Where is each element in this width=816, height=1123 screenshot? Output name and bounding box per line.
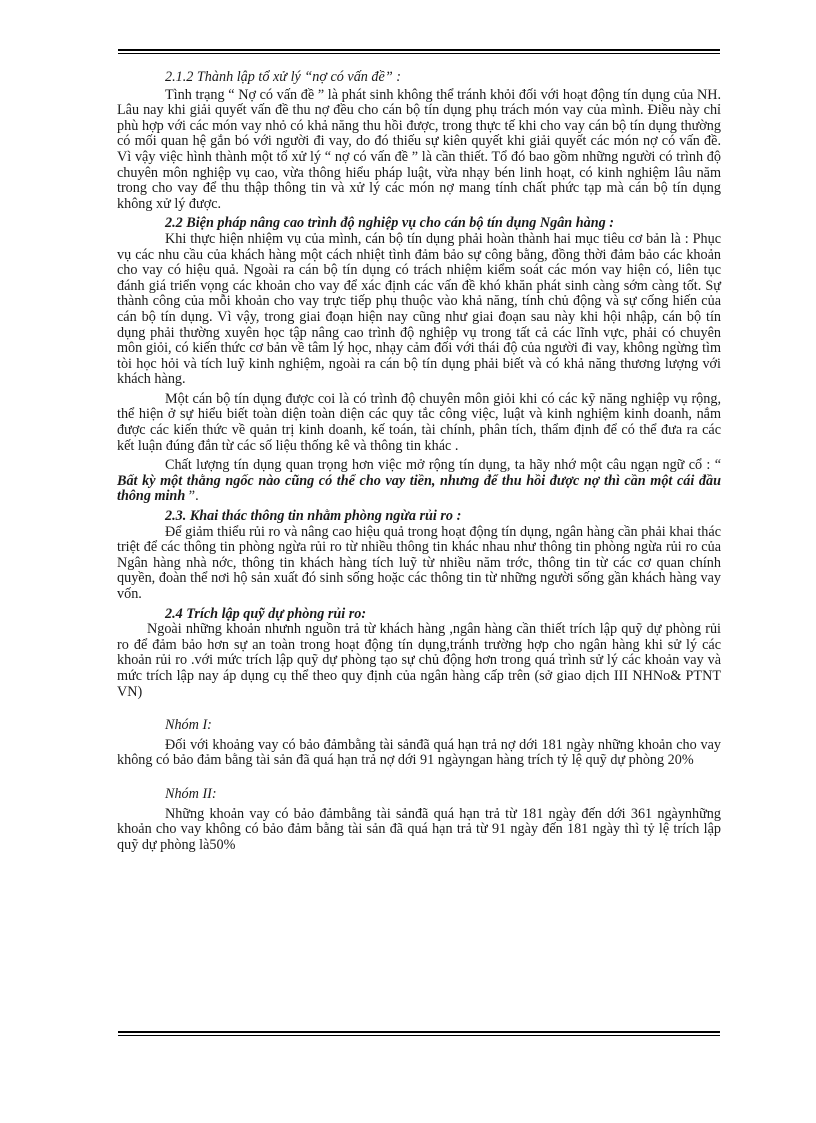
section-2-2-paragraph-3: [117, 458, 721, 505]
section-2-4-paragraph: Ngoài những khoản nhưnh nguồn trả từ khách hàng ,ngân hàng cần thiết trích lập quỹ dự phòng rủi ro để đảm bảo hơn sự an toàn trong hoạt động tín dụng,tránh trường hợp cho ngân hàng khi sử lý các khoản rủi ro .với mức trích lập quỹ dự phòng tạo sự chủ động hơn trong quá trình sử lý các khoản vay và mức trích lập nay áp dụng cụ thể theo quy định của ngân hàng cấp trên (sở giao dịch III NHNo& PTNT VN): [117, 621, 721, 700]
group-1-paragraph: Đối với khoảng vay có bảo đảmbằng tài sảnđã quá hạn trả nợ dới 181 ngày những khoản cho vay không có bảo đảm bằng tài sản đã quá hạn trả nợ dới 91 ngàyngan hàng trích tỷ lệ quỹ dự phòng 20%: [117, 736, 721, 769]
proverb-intro: Chất lượng tín dụng quan trọng hơn việc mở rộng tín dụng, ta hãy nhớ một câu ngạn ngữ cổ : “: [165, 457, 721, 474]
document-body: [117, 70, 721, 853]
proverb-close: ”.: [185, 488, 199, 505]
section-2-2-title: 2.2 Biện pháp nâng cao trình độ nghiệp vụ cho cán bộ tín dụng Ngân hàng :: [165, 215, 614, 232]
proverb-quote: Bất kỳ một thằng ngốc nào cũng có thể cho vay tiền, nhưng để thu hồi được nợ thì cần một cái đầu thông minh: [117, 472, 721, 505]
section-2-2-paragraph-1: Khi thực hiện nhiệm vụ của mình, cán bộ tín dụng phải hoàn thành hai mục tiêu cơ bản là : Phục vụ các nhu cầu của khách hàng một cách nhiệt tình đảm bảo sự công bằng, đồng thời đảm bảo các khoản cho vay có hiệu quả. Ngoài ra cán bộ tín dụng có trách nhiệm kiểm soát các món vay hiện có, liên tục đánh giá triển vọng các khoản cho vay để xác định các vấn đề khó khăn phát sinh càng sớm càng tốt. Sự thành công của mỗi khoản cho vay trực tiếp phụ thuộc vào khả năng, tính chủ động và sự cống hiến của cán bộ tín dụng. Vì vậy, trong giai đoạn hiện nay cũng như giai đoạn sau này khi hội nhập, cán bộ tín dụng phải thường xuyên học tập nâng cao trình độ nghiệp vụ trong tất cả các lĩnh vực, phải có chuyên môn giỏi, có kiến thức cơ bản về tâm lý học, nhạy cảm đối với thái độ của người đi vay, không ngừng tìm tòi học hỏi và tích luỹ kinh nghiệm, ngoài ra cán bộ tín dụng phải biết và có khả năng thương lượng với khách hàng.: [117, 230, 721, 388]
section-2-3-title: 2.3. Khai thác thông tin nhằm phòng ngừa rủi ro :: [165, 508, 462, 525]
footer-rule: [118, 1031, 720, 1036]
section-2-3-paragraph: Để giảm thiểu rủi ro và nâng cao hiệu quả trong hoạt động tín dụng, ngân hàng cần phải khai thác triệt để các thông tin phòng ngừa rủi ro từ nhiều thông tin khác nhau như thông tin phòng ngừa rủi ro của Ngân hàng nhà nớc, thông tin khách hàng tích luỹ từ nhiều năm trớc, thông tin từ các cơ quan chính quyền, đoàn thể nơi hộ sản xuất đó sinh sống hoặc các thông tin từ những người sống gần khách hàng vay vốn.: [117, 523, 721, 602]
group-2-paragraph: Những khoản vay có bảo đảmbằng tài sảnđã quá hạn trả từ 181 ngày đến dới 361 ngàynhững khoản cho vay không có bảo đảm bằng tài sản đã quá hạn trả từ 91 ngày đến 181 ngày thì tỷ lệ trích lập quỹ dự phòng là50%: [117, 805, 721, 853]
group-1-title: Nhóm I:: [165, 717, 212, 734]
section-2-2-paragraph-2: Một cán bộ tín dụng được coi là có trình độ chuyên môn giỏi khi có các kỹ năng nghiệp vụ rộng, thể hiện ở sự hiểu biết toàn diện toàn diện các quy tắc công việc, luật và kinh nghiệm kinh doanh, nắm được các kiến thức về quản trị kinh doanh, kế toán, tài chính, phân tích, thẩm định để có thể đưa ra các kết luận đúng đắn từ các số liệu thống kê và thông tin khác .: [117, 390, 721, 454]
group-2-title: Nhóm II:: [165, 785, 217, 802]
section-2-4-title: 2.4 Trích lập quỹ dự phòng rủi ro:: [165, 605, 367, 622]
header-rule: [118, 49, 720, 54]
section-2-1-2-paragraph: Tình trạng “ Nợ có vấn đề ” là phát sinh không thể tránh khỏi đối với hoạt động tín dụng của NH. Lâu nay khi giải quyết vấn đề thu nợ đều cho cán bộ tín dụng phụ trách món vay của mình. Điều này chỉ phù hợp với các món vay nhỏ có khả năng thu hồi được, trong thực tế khi cho vay cán bộ tín dụng thường có mối quan hệ gắn bó với người đi vay, do đó thiếu sự kiên quyết khi giải quyết các món nợ có vấn đề. Vì vậy việc hình thành một tổ xử lý “ nợ có vấn đề ” là cần thiết. Tổ đó bao gồm những người có trình độ chuyên môn nghiệp vụ cao, vừa thông hiểu pháp luật, vừa nhạy bén linh hoạt, có kinh nghiệm lâu năm trong cho vay để thu thập thông tin và xử lý các món nợ mang tính chất phức tạp mà cán bộ tín dụng không xử lý được.: [117, 86, 721, 212]
section-2-1-2-title: 2.1.2 Thành lập tổ xử lý “nợ có vấn đề” :: [165, 69, 401, 85]
